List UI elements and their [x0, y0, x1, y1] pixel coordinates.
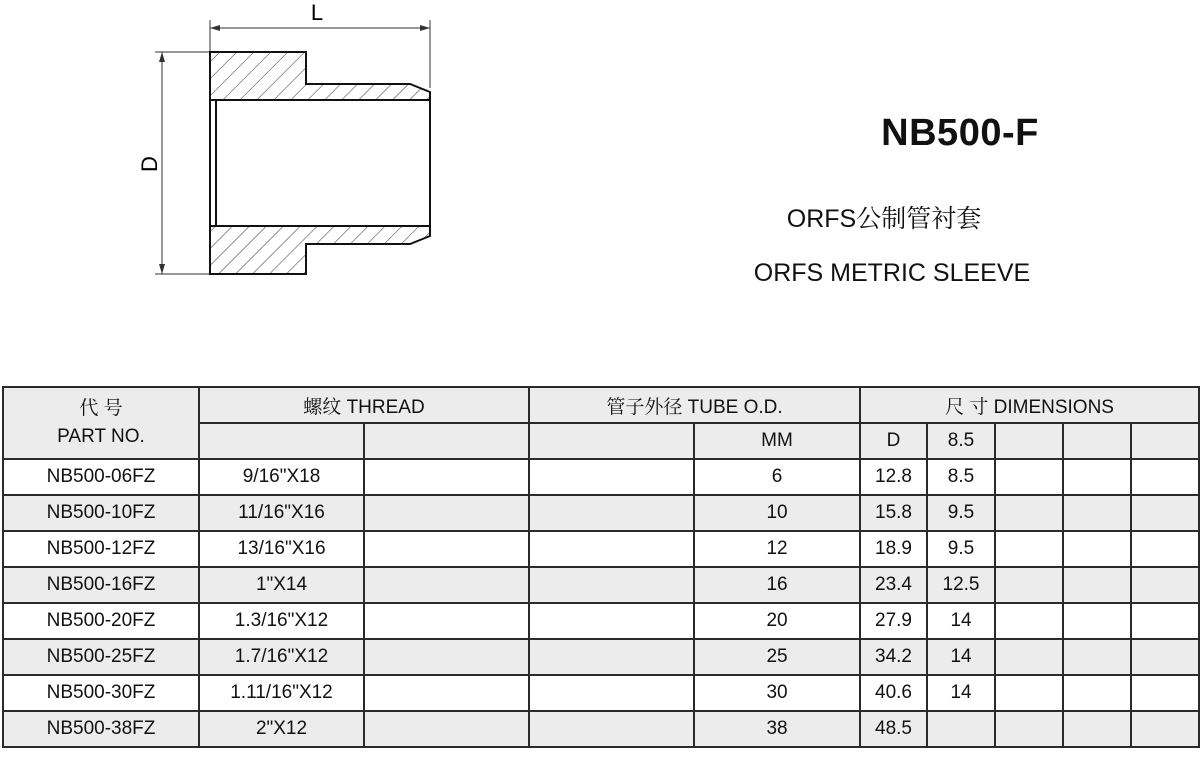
- table-header-row: [3, 387, 1199, 423]
- dim-l-cell: 14: [927, 639, 995, 675]
- header-dim2: 8.5: [927, 423, 995, 459]
- empty-cell: [1131, 459, 1199, 495]
- empty-cell: [1131, 531, 1199, 567]
- empty-cell: [529, 531, 694, 567]
- dim-d-cell: 27.9: [860, 603, 927, 639]
- specification-table: [2, 386, 1200, 748]
- product-name-en: ORFS METRIC SLEEVE: [753, 259, 1031, 287]
- empty-cell: [1063, 603, 1131, 639]
- table-row: [3, 639, 1199, 675]
- table-row: [3, 567, 1199, 603]
- tube-mm-cell: 20: [694, 603, 860, 639]
- empty-cell: [995, 531, 1063, 567]
- empty-cell: [1131, 567, 1199, 603]
- thread-cell: 13/16"X16: [199, 531, 364, 567]
- tube-mm-cell: 10: [694, 495, 860, 531]
- thread-cell: 9/16"X18: [199, 459, 364, 495]
- empty-cell: [1131, 675, 1199, 711]
- table-row: [3, 603, 1199, 639]
- empty-cell: [1131, 711, 1199, 747]
- table-row: [3, 711, 1199, 747]
- dim-l-cell: 14: [927, 675, 995, 711]
- sleeve-cross-section-drawing: [0, 0, 480, 300]
- dim-d-cell: 40.6: [860, 675, 927, 711]
- empty-cell: [364, 603, 529, 639]
- empty-cell: [529, 603, 694, 639]
- empty-cell: [364, 675, 529, 711]
- product-name-cn: ORFS公制管衬套: [786, 205, 982, 233]
- header-d: D: [860, 423, 927, 459]
- empty-cell: [1131, 495, 1199, 531]
- table-row: [3, 531, 1199, 567]
- header-dimensions: 尺 寸 DIMENSIONS: [860, 387, 1199, 423]
- empty-cell: [529, 711, 694, 747]
- thread-cell: 11/16"X16: [199, 495, 364, 531]
- tube-mm-cell: 30: [694, 675, 860, 711]
- dim-l-cell: [927, 711, 995, 747]
- empty-cell: [364, 495, 529, 531]
- part-no-cell: NB500-38FZ: [3, 711, 199, 747]
- part-no-cell: NB500-10FZ: [3, 495, 199, 531]
- thread-cell: 1.11/16"X12: [199, 675, 364, 711]
- empty-cell: [1131, 639, 1199, 675]
- empty-cell: [364, 531, 529, 567]
- empty-cell: [995, 603, 1063, 639]
- header-tube-od: 管子外径 TUBE O.D.: [529, 387, 860, 423]
- empty-cell: [1131, 603, 1199, 639]
- empty-cell: [529, 495, 694, 531]
- table-row: [3, 495, 1199, 531]
- thread-cell: 1.3/16"X12: [199, 603, 364, 639]
- header-part-no-en: PART NO.: [57, 426, 145, 447]
- dim-d-cell: 12.8: [860, 459, 927, 495]
- empty-cell: [529, 567, 694, 603]
- table-row: [3, 459, 1199, 495]
- tube-mm-cell: 25: [694, 639, 860, 675]
- empty-cell: [529, 639, 694, 675]
- empty-cell: [529, 675, 694, 711]
- header-part-no-cn: 代 号: [79, 398, 123, 419]
- thread-cell: 1"X14: [199, 567, 364, 603]
- thread-cell: 2"X12: [199, 711, 364, 747]
- empty-cell: [995, 675, 1063, 711]
- empty-cell: [1063, 459, 1131, 495]
- empty-cell: [529, 459, 694, 495]
- table-row: [3, 675, 1199, 711]
- tube-mm-cell: 16: [694, 567, 860, 603]
- header-part-no: [3, 387, 199, 459]
- part-no-cell: NB500-12FZ: [3, 531, 199, 567]
- dim-l-cell: 12.5: [927, 567, 995, 603]
- dim-d-cell: 18.9: [860, 531, 927, 567]
- part-no-cell: NB500-16FZ: [3, 567, 199, 603]
- part-no-cell: NB500-25FZ: [3, 639, 199, 675]
- empty-cell: [995, 459, 1063, 495]
- empty-cell: [1063, 675, 1131, 711]
- header-mm: MM: [694, 423, 860, 459]
- part-no-cell: NB500-30FZ: [3, 675, 199, 711]
- dimension-l-label: L: [310, 0, 324, 25]
- empty-cell: [995, 567, 1063, 603]
- empty-cell: [364, 567, 529, 603]
- dim-l-cell: 8.5: [927, 459, 995, 495]
- empty-cell: [1063, 495, 1131, 531]
- empty-cell: [995, 639, 1063, 675]
- tube-mm-cell: 12: [694, 531, 860, 567]
- tube-mm-cell: 38: [694, 711, 860, 747]
- empty-cell: [1063, 567, 1131, 603]
- dim-d-cell: 34.2: [860, 639, 927, 675]
- empty-cell: [1063, 639, 1131, 675]
- product-code-title: NB500-F: [881, 112, 1039, 154]
- dim-d-cell: 48.5: [860, 711, 927, 747]
- part-no-cell: NB500-20FZ: [3, 603, 199, 639]
- empty-cell: [995, 711, 1063, 747]
- dimension-d-label: D: [137, 156, 162, 172]
- dim-d-cell: 15.8: [860, 495, 927, 531]
- dim-l-cell: 9.5: [927, 495, 995, 531]
- thread-cell: 1.7/16"X12: [199, 639, 364, 675]
- part-no-cell: NB500-06FZ: [3, 459, 199, 495]
- dim-l-cell: 14: [927, 603, 995, 639]
- dim-d-cell: 23.4: [860, 567, 927, 603]
- empty-cell: [995, 495, 1063, 531]
- empty-cell: [364, 711, 529, 747]
- header-thread: 螺纹 THREAD: [199, 387, 529, 423]
- empty-cell: [364, 459, 529, 495]
- tube-mm-cell: 6: [694, 459, 860, 495]
- empty-cell: [1063, 531, 1131, 567]
- dim-l-cell: 9.5: [927, 531, 995, 567]
- empty-cell: [364, 639, 529, 675]
- empty-cell: [1063, 711, 1131, 747]
